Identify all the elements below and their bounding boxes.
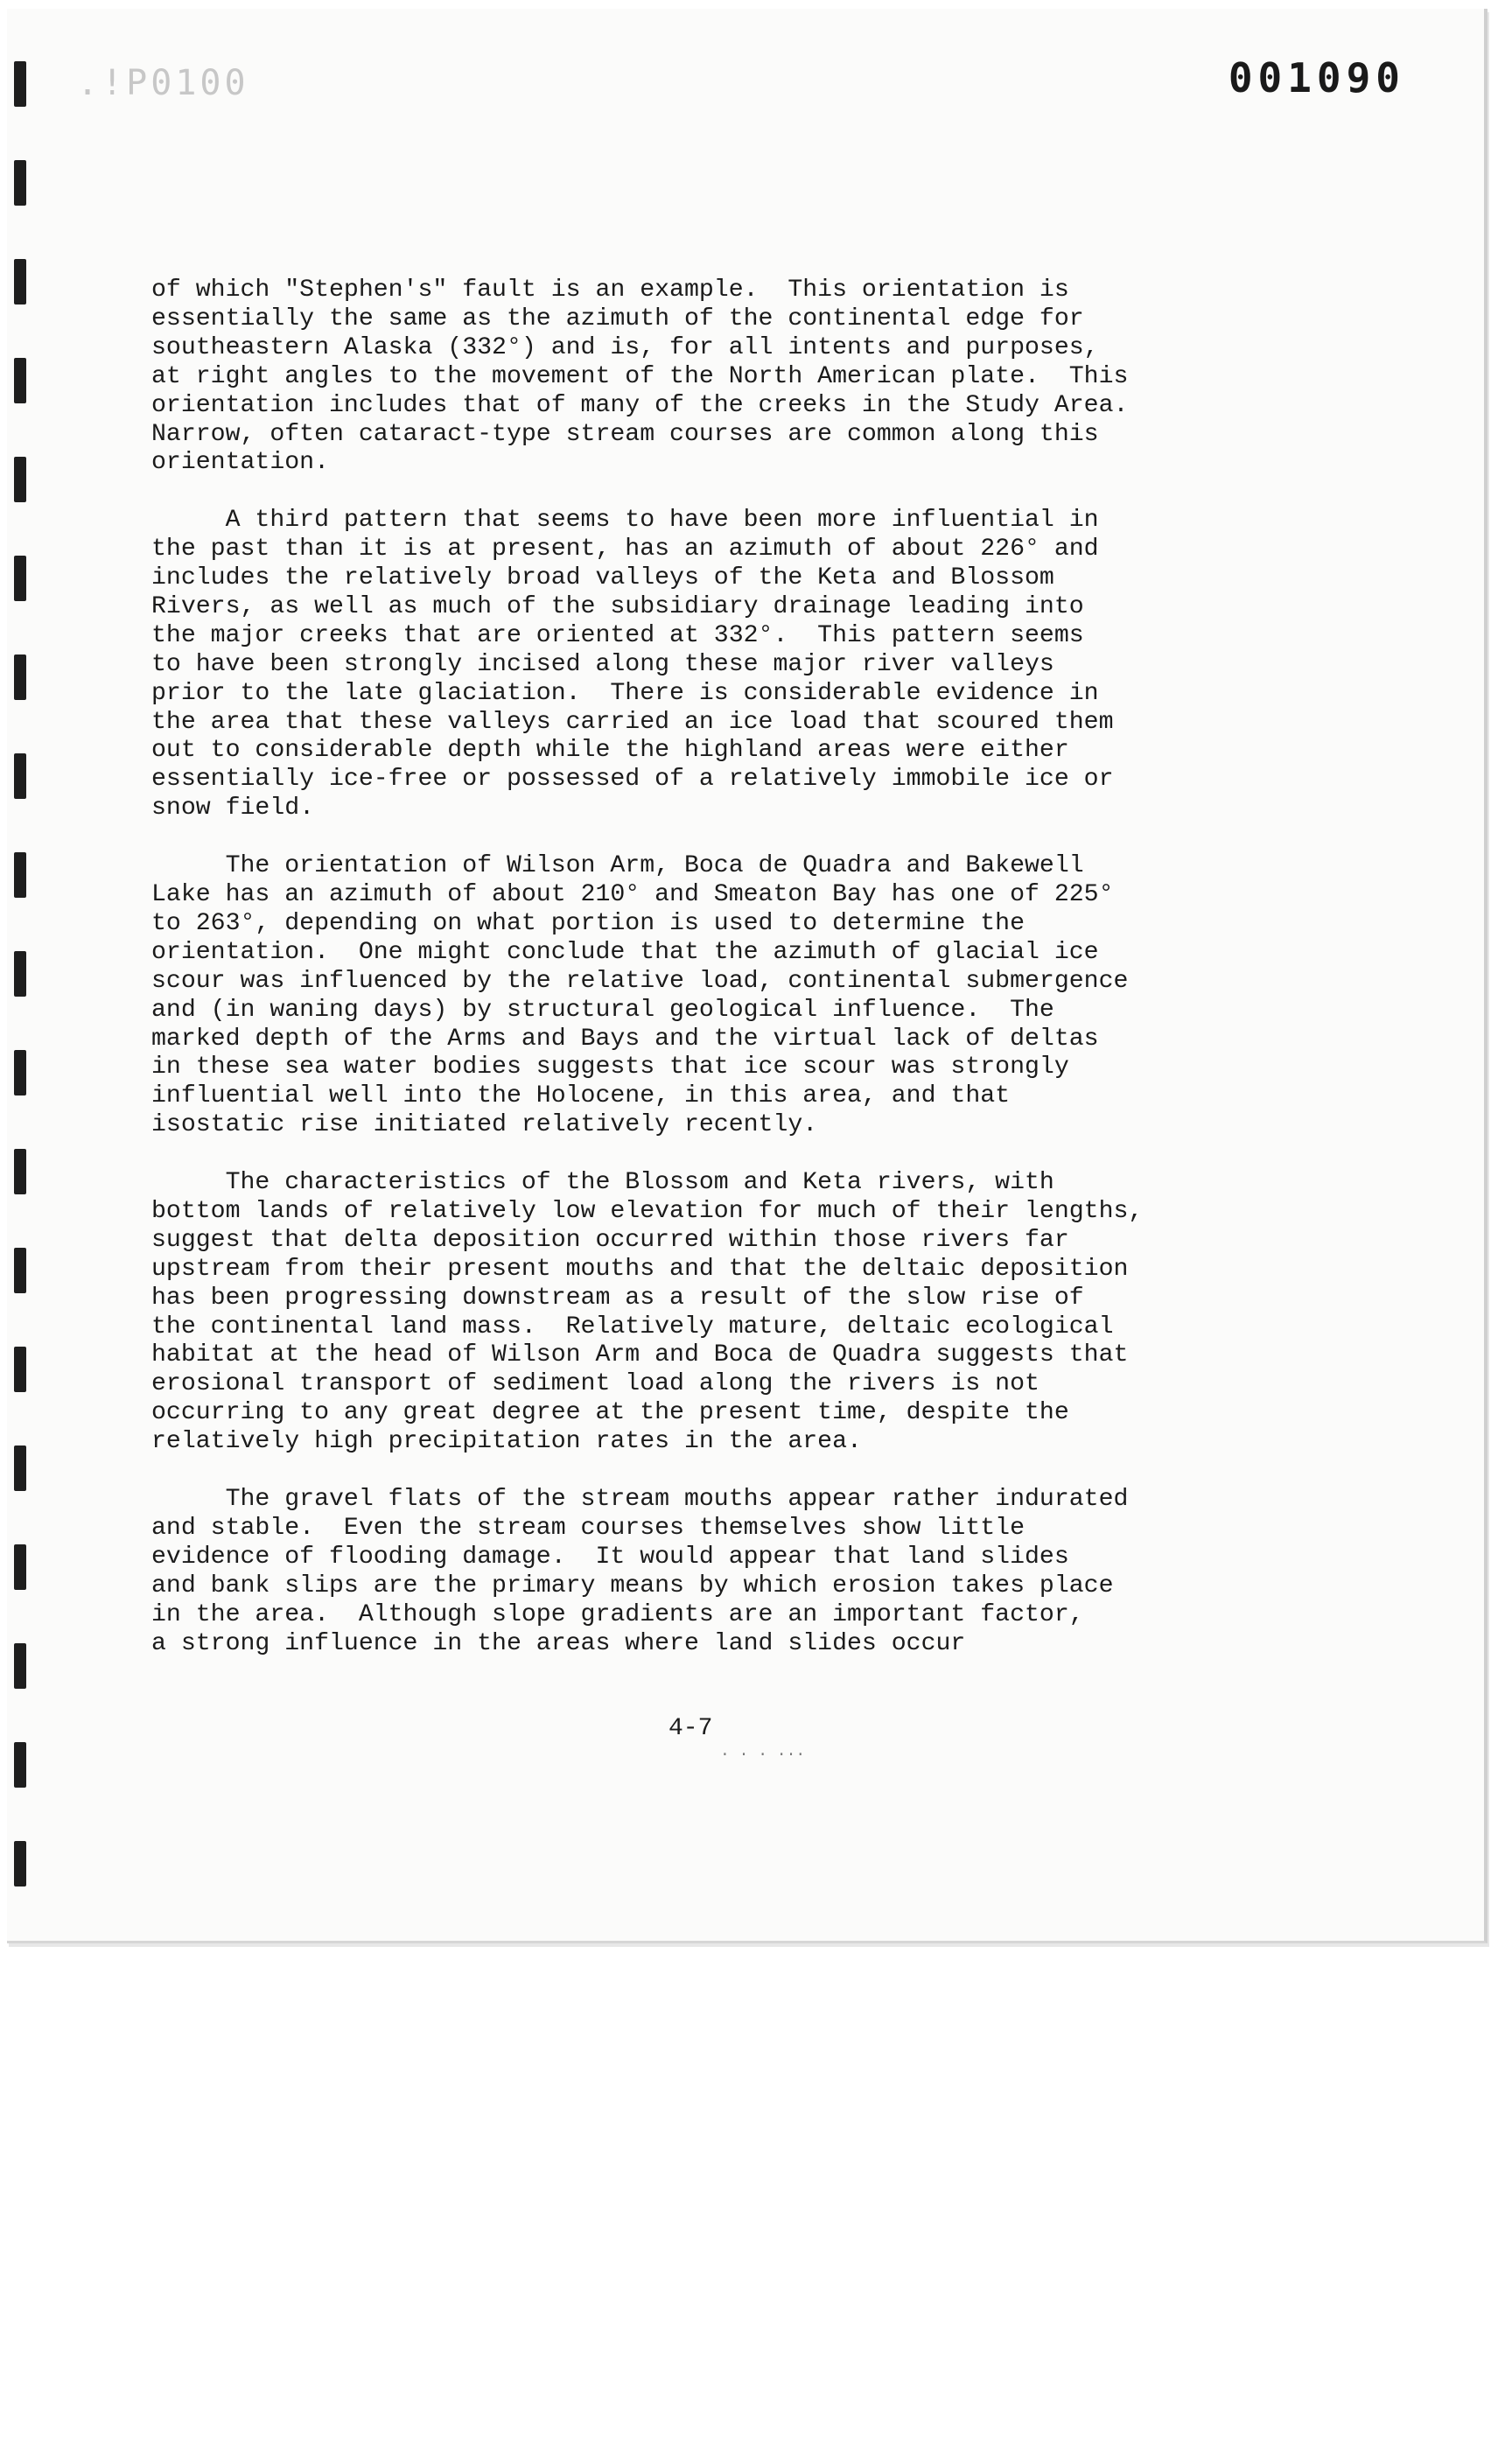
binding-mark: [14, 61, 26, 107]
binding-mark: [14, 1446, 26, 1491]
binding-mark: [14, 1643, 26, 1689]
text-line: the area that these valleys carried an ice load that scoured them: [151, 708, 1114, 736]
document-number: 001090: [1228, 54, 1405, 102]
text-line: and bank slips are the primary means by which erosion takes place: [151, 1572, 1114, 1600]
paragraph: [151, 276, 1324, 478]
binding-mark: [14, 1841, 26, 1886]
text-line: southeastern Alaska (332°) and is, for all intents and purposes,: [151, 333, 1099, 361]
document-page: [7, 9, 1488, 1943]
text-line: influential well into the Holocene, in this area, and that: [151, 1082, 1011, 1110]
text-line: erosional transport of sediment load along the rivers is not: [151, 1370, 1040, 1398]
text-line: includes the relatively broad valleys of the Keta and Blossom: [151, 564, 1054, 592]
binding-mark: [14, 1248, 26, 1293]
text-line: in these sea water bodies suggests that ice scour was strongly: [151, 1054, 1069, 1082]
text-line: scour was influenced by the relative load, continental submergence: [151, 967, 1129, 995]
text-line: habitat at the head of Wilson Arm and Boca de Quadra suggests that: [151, 1341, 1129, 1369]
faded-stamp: .!P0100: [77, 63, 249, 103]
text-line: bottom lands of relatively low elevation for much of their lengths,: [151, 1197, 1144, 1225]
text-line: at right angles to the movement of the North American plate. This: [151, 362, 1129, 390]
text-line: The gravel flats of the stream mouths appear rather indurated: [151, 1486, 1129, 1513]
text-line: of which "Stephen's" fault is an example. This orientation is: [151, 276, 1069, 304]
text-line: Rivers, as well as much of the subsidiary drainage leading into: [151, 592, 1084, 620]
page-number: 4-7: [668, 1715, 713, 1742]
binding-mark: [14, 1050, 26, 1096]
paragraph: [151, 852, 1324, 1140]
binding-mark: [14, 259, 26, 304]
text-line: The orientation of Wilson Arm, Boca de Quadra and Bakewell: [151, 852, 1084, 880]
binding-mark: [14, 654, 26, 700]
text-line: upstream from their present mouths and that the deltaic deposition: [151, 1255, 1129, 1283]
scan-specks: . . . ...: [720, 1743, 806, 1760]
text-line: orientation. One might conclude that the azimuth of glacial ice: [151, 938, 1099, 966]
paragraph: [151, 1169, 1324, 1457]
text-line: snow field.: [151, 794, 315, 822]
text-line: A third pattern that seems to have been more influential in: [151, 507, 1099, 535]
text-line: relatively high precipitation rates in the area.: [151, 1428, 862, 1456]
text-line: occurring to any great degree at the present time, despite the: [151, 1399, 1069, 1427]
text-line: a strong influence in the areas where land slides occur: [151, 1629, 966, 1657]
text-line: the past than it is at present, has an azimuth of about 226° and: [151, 536, 1099, 564]
text-line: the continental land mass. Relatively mature, deltaic ecological: [151, 1312, 1114, 1340]
text-line: prior to the late glaciation. There is considerable evidence in: [151, 679, 1099, 707]
text-line: Narrow, often cataract-type stream courses are common along this: [151, 420, 1099, 448]
body-text: [151, 276, 1324, 1687]
text-line: evidence of flooding damage. It would appear that land slides: [151, 1543, 1069, 1571]
text-line: has been progressing downstream as a result of the slow rise of: [151, 1284, 1084, 1312]
binding-mark: [14, 556, 26, 601]
text-line: and stable. Even the stream courses themselves show little: [151, 1514, 1025, 1542]
text-line: to 263°, depending on what portion is used to determine the: [151, 909, 1025, 937]
binding-mark: [14, 1742, 26, 1788]
text-line: suggest that delta deposition occurred within those rivers far: [151, 1226, 1069, 1254]
binding-holes: [14, 61, 35, 1942]
text-line: The characteristics of the Blossom and Keta rivers, with: [151, 1169, 1054, 1197]
text-line: marked depth of the Arms and Bays and the virtual lack of deltas: [151, 1025, 1099, 1053]
text-line: and (in waning days) by structural geological influence. The: [151, 996, 1054, 1024]
binding-mark: [14, 457, 26, 502]
binding-mark: [14, 1347, 26, 1392]
text-line: in the area. Although slope gradients are an important factor,: [151, 1600, 1084, 1628]
binding-mark: [14, 951, 26, 997]
text-line: essentially the same as the azimuth of the continental edge for: [151, 304, 1084, 332]
binding-mark: [14, 1544, 26, 1590]
paragraph: [151, 507, 1324, 823]
text-line: the major creeks that are oriented at 332°. This pattern seems: [151, 621, 1084, 649]
binding-mark: [14, 160, 26, 206]
binding-mark: [14, 358, 26, 403]
binding-mark: [14, 753, 26, 799]
text-line: Lake has an azimuth of about 210° and Smeaton Bay has one of 225°: [151, 881, 1114, 908]
text-line: out to considerable depth while the highland areas were either: [151, 737, 1069, 765]
text-line: to have been strongly incised along these major river valleys: [151, 650, 1054, 678]
paragraph: [151, 1486, 1324, 1658]
text-line: essentially ice-free or possessed of a relatively immobile ice or: [151, 766, 1114, 794]
binding-mark: [14, 1149, 26, 1194]
text-line: orientation includes that of many of the creeks in the Study Area.: [151, 391, 1129, 419]
text-line: orientation.: [151, 449, 329, 477]
text-line: isostatic rise initiated relatively recently.: [151, 1111, 818, 1139]
binding-mark: [14, 852, 26, 898]
